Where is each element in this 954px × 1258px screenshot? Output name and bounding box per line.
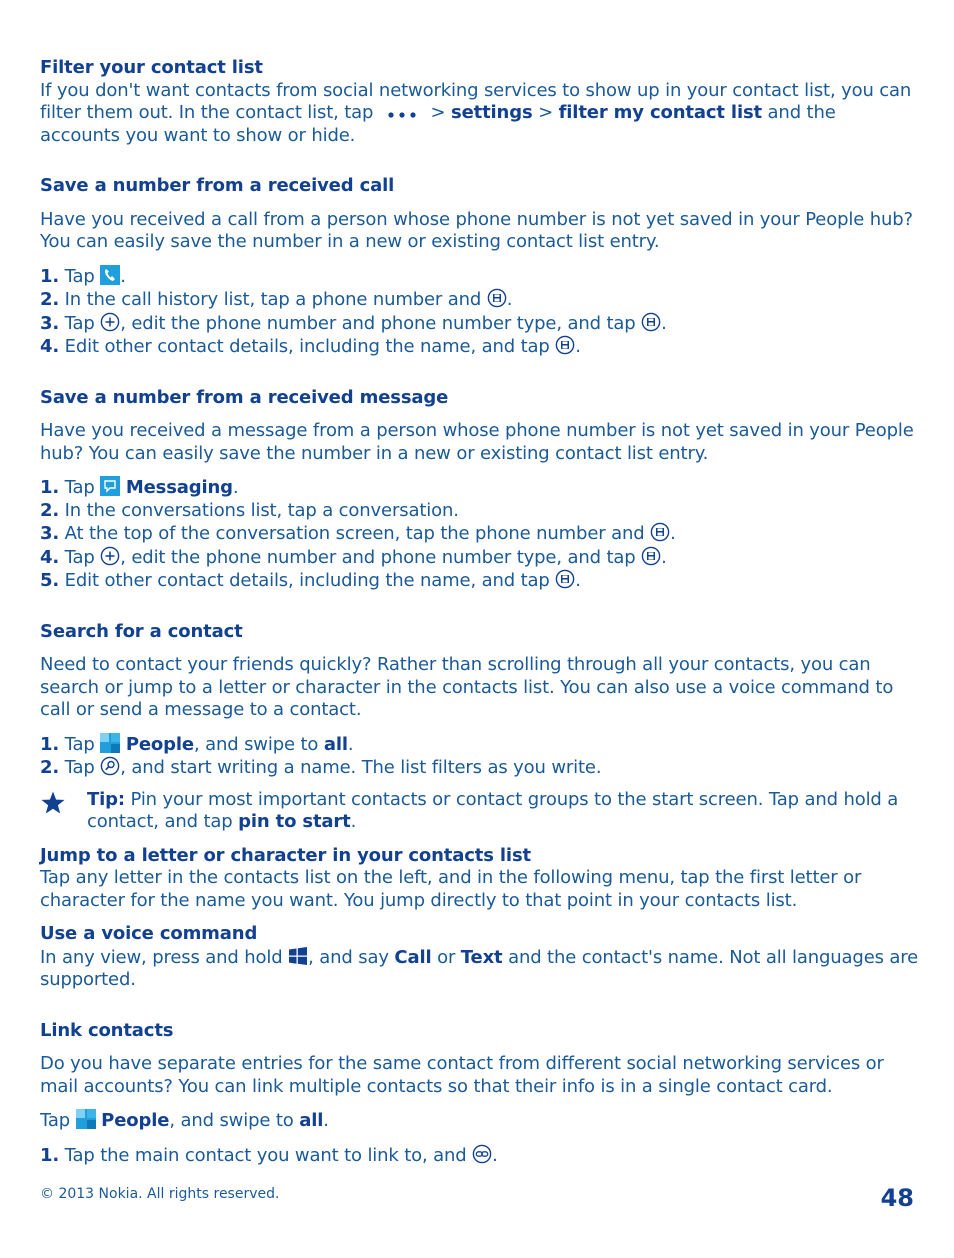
tip-text: Pin your most important contacts or contact groups to the start screen. Tap and hold a contact, and tap xyxy=(87,788,899,832)
message-step-3: 3. At the top of the conversation screen, tap the phone number and . xyxy=(40,523,676,544)
text-label: Text xyxy=(460,946,503,968)
save-icon xyxy=(641,546,661,566)
page-number: 48 xyxy=(880,1184,914,1212)
filter-text-2: and the accounts you want to show or hide. xyxy=(40,102,836,146)
copyright: © 2013 Nokia. All rights reserved. xyxy=(40,1186,280,1202)
search-step-1: 1. Tap People, and swipe to all. xyxy=(40,733,354,755)
filter-heading: Filter your contact list xyxy=(40,57,263,78)
search-step-2: 2. Tap , and start writing a name. The list filters as you write. xyxy=(40,757,602,778)
star-icon xyxy=(40,790,66,816)
jump-heading: Jump to a letter or character in your contacts list xyxy=(40,844,531,866)
search-heading: Search for a contact xyxy=(40,620,243,642)
call-heading: Save a number from a received call xyxy=(40,175,395,196)
message-step-1: 1. Tap Messaging. xyxy=(40,477,239,498)
call-step-4: 4. Edit other contact details, including the name, and tap . xyxy=(40,336,581,357)
call-label: Call xyxy=(394,946,432,968)
jump-text: Tap any letter in the contacts list on the left, and in the following menu, tap the first letter or character for the name you want. You jump directly to that point in your contacts list. xyxy=(40,867,862,911)
search-icon xyxy=(100,756,120,776)
phone-tile-icon xyxy=(100,265,120,285)
call-intro: Have you received a call from a person whose phone number is not yet saved in your People hub? You can easily save the number in a new or existing contact list entry. xyxy=(40,208,913,252)
filter-section xyxy=(40,57,920,147)
windows-key-icon xyxy=(288,946,308,966)
messaging-label: Messaging xyxy=(125,477,233,498)
voice-section xyxy=(40,923,920,992)
save-icon xyxy=(641,312,661,332)
message-step-4: 4. Tap , edit the phone number and phone number type, and tap . xyxy=(40,546,667,568)
call-section xyxy=(40,175,920,359)
filter-my-contact-list-label: filter my contact list xyxy=(558,102,762,123)
tip-box: Tip: Pin your most important contacts or contact groups to the start screen. Tap and hold a contact, and tap pin to start. xyxy=(40,789,920,834)
message-intro: Have you received a message from a person whose phone number is not yet saved in your People hub? You can easily save the number in a new or existing contact list entry. xyxy=(40,420,914,464)
link-step-1: 1. Tap the main contact you want to link to, and . xyxy=(40,1144,498,1166)
link-section xyxy=(40,1020,920,1168)
all-label: all xyxy=(299,1110,324,1131)
voice-text: In any view, press and hold , and say Call or Text and the contact's name. Not all languages are supported. xyxy=(40,946,919,990)
page-content xyxy=(40,57,920,1167)
all-label: all xyxy=(323,733,348,755)
settings-label: settings xyxy=(451,102,533,123)
messaging-tile-icon xyxy=(100,476,120,496)
message-step-5: 5. Edit other contact details, including the name, and tap . xyxy=(40,570,581,591)
filter-paragraph: If you don't want contacts from social networking services to show up in your contact list, you can filter them out. In the contact list, tap > settings > filter my contact list and the accounts you want to show or hide. xyxy=(40,79,912,146)
more-dots-icon xyxy=(379,109,425,121)
link-icon xyxy=(472,1144,492,1164)
search-section xyxy=(40,621,920,834)
pin-to-start-label: pin to start xyxy=(238,811,351,832)
voice-heading: Use a voice command xyxy=(40,923,258,944)
people-label: People xyxy=(101,1110,170,1131)
message-step-2: 2. In the conversations list, tap a conversation. xyxy=(40,499,459,521)
link-tap-people: Tap People, and swipe to all. xyxy=(40,1110,329,1131)
link-intro: Do you have separate entries for the same contact from different social networking services or mail accounts? You can link multiple contacts so that their info is in a single contact card. xyxy=(40,1053,884,1097)
save-icon xyxy=(555,335,575,355)
link-heading: Link contacts xyxy=(40,1019,174,1041)
jump-section xyxy=(40,845,920,913)
save-icon xyxy=(555,569,575,589)
call-step-3: 3. Tap , edit the phone number and phone number type, and tap . xyxy=(40,312,667,334)
message-section xyxy=(40,387,920,593)
add-icon xyxy=(100,312,120,332)
save-icon xyxy=(487,288,507,308)
people-label: People xyxy=(125,733,194,755)
message-heading: Save a number from a received message xyxy=(40,386,449,408)
add-icon xyxy=(100,546,120,566)
people-tile-icon xyxy=(100,733,120,753)
call-step-1: 1. Tap . xyxy=(40,265,126,287)
search-intro: Need to contact your friends quickly? Rather than scrolling through all your contacts, you can search or jump to a letter or character in the contacts list. You can also use a voice command to call or send a message to a contact. xyxy=(40,654,894,720)
save-icon xyxy=(650,522,670,542)
people-tile-icon xyxy=(76,1109,96,1129)
call-step-2: 2. In the call history list, tap a phone number and . xyxy=(40,289,513,310)
tip-label: Tip: xyxy=(87,788,125,810)
filter-text-1: If you don't want contacts from social networking services to show up in your contact list, you can filter them out. In the contact list, tap xyxy=(40,79,912,123)
